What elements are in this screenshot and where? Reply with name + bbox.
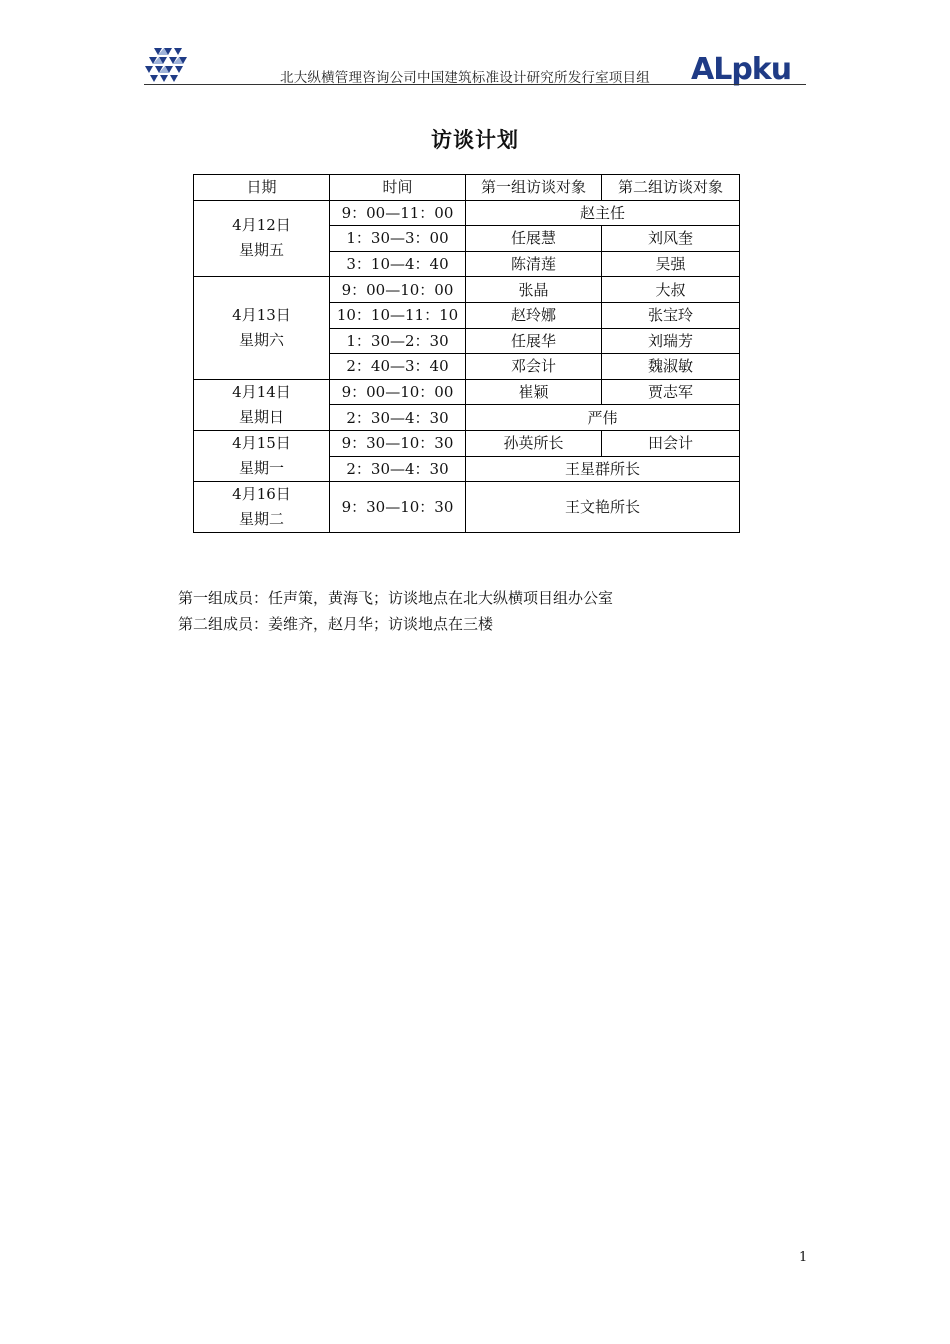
table-row xyxy=(194,379,740,405)
time-cell: 1：30—3：00 xyxy=(330,226,466,252)
date-text: 4月12日 xyxy=(232,216,291,235)
weekday-text: 星期一 xyxy=(238,459,284,478)
group1-members-note: 第一组成员：任声策，黄海飞；访谈地点在北大纵横项目组办公室 xyxy=(178,589,614,607)
date-cell xyxy=(194,200,330,277)
table-row xyxy=(194,277,740,303)
date-cell xyxy=(194,277,330,379)
time-cell: 1：30—2：30 xyxy=(330,328,466,354)
header-divider xyxy=(144,84,806,85)
group1-cell: 邓会计 xyxy=(466,354,602,380)
table-row xyxy=(194,200,740,226)
team-notes xyxy=(178,586,613,637)
time-cell: 10：10—11：10 xyxy=(330,302,466,328)
time-cell: 2：30—4：30 xyxy=(330,405,466,431)
group2-cell: 张宝玲 xyxy=(602,302,740,328)
table-row xyxy=(194,430,740,456)
group2-cell: 魏淑敏 xyxy=(602,354,740,380)
table-row xyxy=(194,482,740,533)
time-cell: 9：30—10：30 xyxy=(330,482,466,533)
header-group1: 第一组访谈对象 xyxy=(466,175,602,201)
group2-members-note: 第二组成员：姜维齐，赵月华；访谈地点在三楼 xyxy=(178,614,494,633)
group1-cell: 任展慧 xyxy=(466,226,602,252)
joint-interviewee-cell: 王星群所长 xyxy=(466,456,740,482)
date-text: 4月15日 xyxy=(232,434,291,453)
time-cell: 2：30—4：30 xyxy=(330,456,466,482)
header-group2: 第二组访谈对象 xyxy=(602,175,740,201)
group2-cell: 贾志军 xyxy=(602,379,740,405)
time-cell: 9：00—10：00 xyxy=(330,277,466,303)
page-number: 1 xyxy=(799,1250,808,1265)
header-text: 北大纵横管理咨询公司中国建筑标准设计研究所发行室项目组 xyxy=(280,70,650,86)
group2-cell: 大叔 xyxy=(602,277,740,303)
weekday-text: 星期二 xyxy=(238,510,284,529)
date-text: 4月16日 xyxy=(232,485,291,504)
date-cell xyxy=(194,379,330,430)
weekday-text: 星期五 xyxy=(238,241,284,260)
joint-interviewee-cell: 王文艳所长 xyxy=(466,482,740,533)
date-text: 4月14日 xyxy=(232,382,291,401)
joint-interviewee-cell: 赵主任 xyxy=(466,200,740,226)
group1-cell: 任展华 xyxy=(466,328,602,354)
group1-cell: 陈清莲 xyxy=(466,251,602,277)
time-cell: 9：30—10：30 xyxy=(330,430,466,456)
header-time: 时间 xyxy=(330,175,466,201)
date-cell xyxy=(194,482,330,533)
table-header-row xyxy=(194,175,740,201)
group1-cell: 赵玲娜 xyxy=(466,302,602,328)
group1-cell: 张晶 xyxy=(466,277,602,303)
joint-interviewee-cell: 严伟 xyxy=(466,405,740,431)
time-cell: 2：40—3：40 xyxy=(330,354,466,380)
time-cell: 9：00—10：00 xyxy=(330,379,466,405)
document-title: 访谈计划 xyxy=(431,127,519,152)
group2-cell: 刘风奎 xyxy=(602,226,740,252)
header-date: 日期 xyxy=(194,175,330,201)
time-cell: 3：10—4：40 xyxy=(330,251,466,277)
interview-schedule-table xyxy=(193,174,740,533)
group2-cell: 刘瑞芳 xyxy=(602,328,740,354)
group2-cell: 吴强 xyxy=(602,251,740,277)
group1-cell: 崔颖 xyxy=(466,379,602,405)
weekday-text: 星期六 xyxy=(238,331,284,350)
group1-cell: 孙英所长 xyxy=(466,430,602,456)
alpku-logo: ALpku xyxy=(691,52,792,87)
date-cell xyxy=(194,430,330,481)
time-cell: 9：00—11：00 xyxy=(330,200,466,226)
date-text: 4月13日 xyxy=(232,306,291,325)
company-logo-triangles xyxy=(144,46,188,86)
weekday-text: 星期日 xyxy=(238,407,284,426)
group2-cell: 田会计 xyxy=(602,430,740,456)
